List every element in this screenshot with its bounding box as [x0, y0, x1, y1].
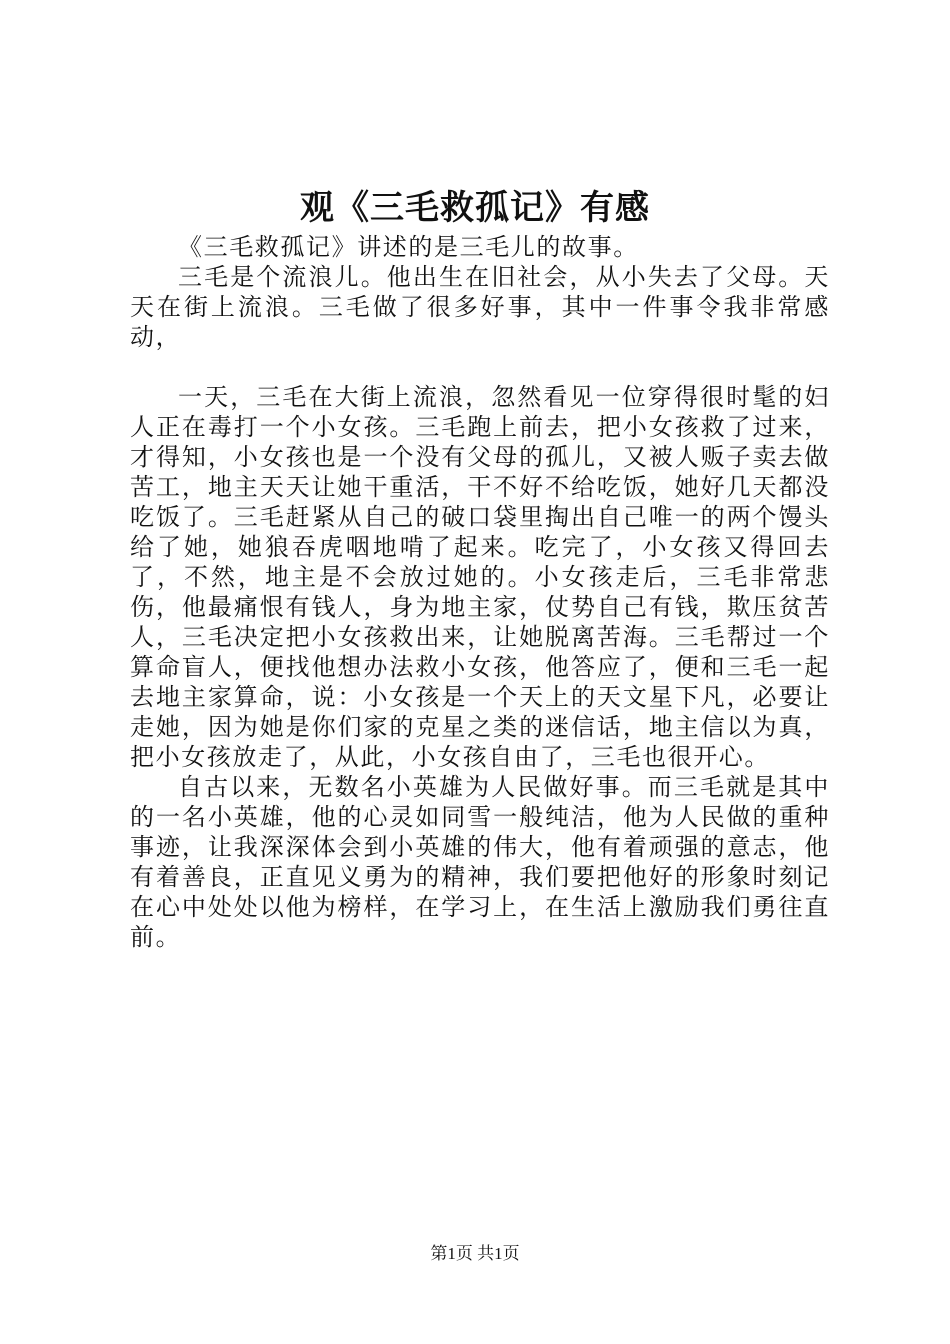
- document-body: [130, 232, 830, 952]
- paragraph-gap: [130, 352, 830, 382]
- document-title: 观《三毛救孤记》有感: [300, 188, 650, 228]
- paragraph-intro: 《三毛救孤记》讲述的是三毛儿的故事。: [178, 233, 639, 261]
- paragraph-conclusion: 自古以来，无数名小英雄为人民做好事。而三毛就是其中的一名小英雄，他的心灵如同雪一般纯洁，他为人民做的重种事迹，让我深深体会到小英雄的伟大，他有着顽强的意志，他有着善良，正直见义勇为的精神，我们要把他好的形象时刻记在心中处处以他为榜样，在学习上，在生活上激励我们勇往直前。: [130, 773, 830, 951]
- paragraph-background: 三毛是个流浪儿。他出生在旧社会，从小失去了父母。天天在街上流浪。三毛做了很多好事，其中一件事令我非常感动，: [130, 263, 830, 351]
- page-footer: 第1页 共1页: [430, 1244, 520, 1263]
- paragraph-story: 一天，三毛在大街上流浪，忽然看见一位穿得很时髦的妇人正在毒打一个小女孩。三毛跑上前去，把小女孩救了过来，才得知，小女孩也是一个没有父母的孤儿，又被人贩子卖去做苦工，地主天天让她干重活，干不好不给吃饭，她好几天都没吃饭了。三毛赶紧从自己的破口袋里掏出自己唯一的两个馒头给了她，她狼吞虎咽地啃了起来。吃完了，小女孩又得回去了，不然，地主是不会放过她的。小女孩走后，三毛非常悲伤，他最痛恨有钱人，身为地主家，仗势自己有钱，欺压贫苦人，三毛决定把小女孩救出来，让她脱离苦海。三毛帮过一个算命盲人，便找他想办法救小女孩，他答应了，便和三毛一起去地主家算命，说：小女孩是一个天上的天文星下凡，必要让走她，因为她是你们家的克星之类的迷信话，地主信以为真，把小女孩放走了，从此，小女孩自由了，三毛也很开心。: [130, 383, 830, 771]
